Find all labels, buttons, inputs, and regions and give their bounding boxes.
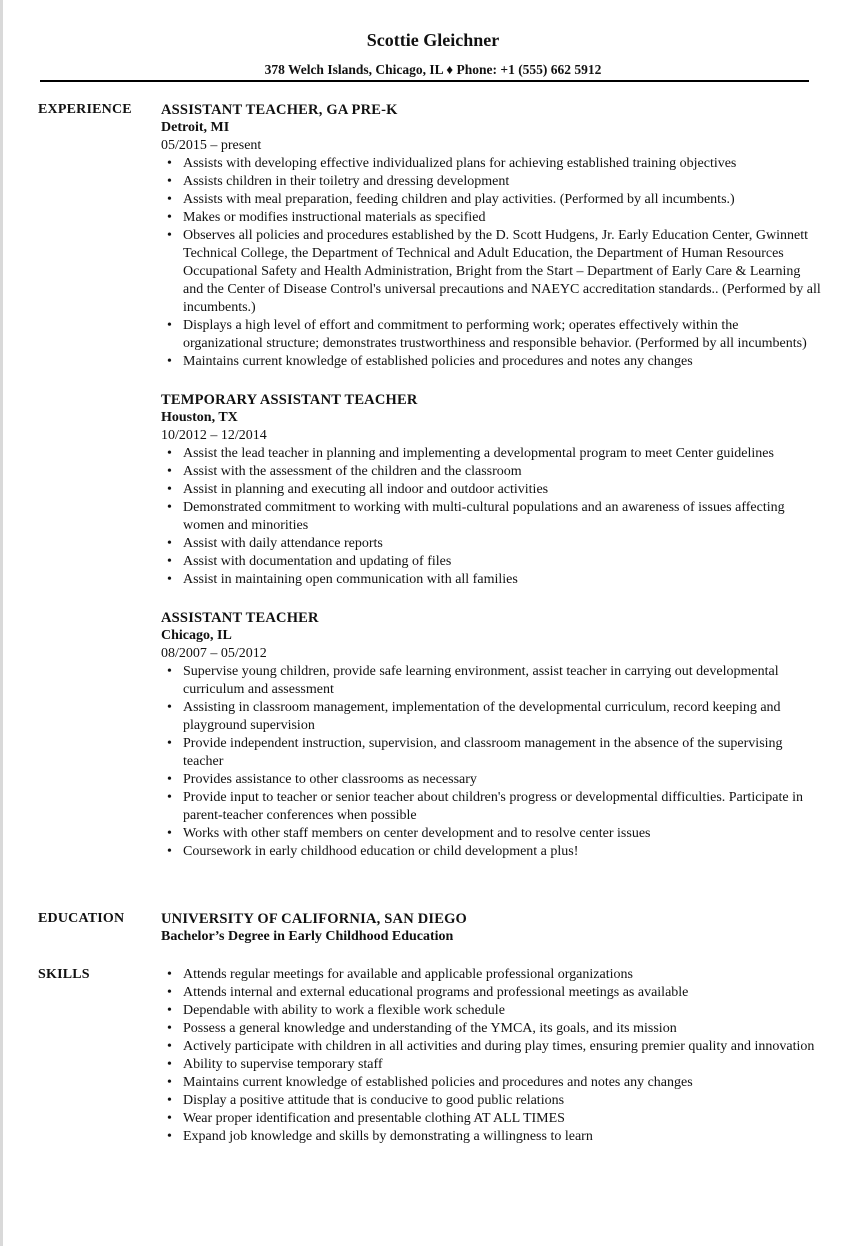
bullet-item: • Display a positive attitude that is conducive to good public relations (161, 1092, 821, 1110)
degree: Bachelor’s Degree in Early Childhood Education (161, 929, 454, 944)
bullet-item: • Assist in maintaining open communication with all families (161, 571, 821, 589)
bullet-item: • Assist with documentation and updating of files (161, 553, 821, 571)
bullet-item: • Works with other staff members on center development and to resolve center issues (161, 825, 821, 843)
job-location: Detroit, MI (161, 120, 230, 135)
bullet-item: • Demonstrated commitment to working with multi-cultural populations and an awareness of issues affecting women and minorities (161, 499, 821, 535)
bullet-item: • Provide input to teacher or senior teacher about children's progress or developmental difficulties. Participate in parent-teacher conferences when possible (161, 789, 821, 825)
bullet-item: • Wear proper identification and presentable clothing AT ALL TIMES (161, 1110, 821, 1128)
education-body (161, 910, 821, 946)
bullet-item: • Attends regular meetings for available and applicable professional organizations (161, 966, 821, 984)
job-dates: 10/2012 – 12/2014 (161, 428, 267, 443)
bullet-item: • Ability to supervise temporary staff (161, 1056, 821, 1074)
job-title: ASSISTANT TEACHER (161, 610, 319, 626)
bullet-item: • Coursework in early childhood education or child development a plus! (161, 843, 821, 861)
skills-body (161, 966, 821, 1146)
header-divider (40, 80, 809, 82)
bullet-item: • Makes or modifies instructional materials as specified (161, 209, 821, 227)
bullet-item: • Provides assistance to other classrooms as necessary (161, 771, 821, 789)
bullet-item: • Assisting in classroom management, implementation of the developmental curriculum, record keeping and playground supervision (161, 699, 821, 735)
candidate-name: Scottie Gleichner (366, 30, 500, 50)
bullet-item: • Dependable with ability to work a flexible work schedule (161, 1002, 821, 1020)
bullet-item: • Assists children in their toiletry and dressing development (161, 173, 821, 191)
job-entry (161, 609, 821, 861)
bullet-item: • Expand job knowledge and skills by demonstrating a willingness to learn (161, 1128, 821, 1146)
section-label-education: EDUCATION (38, 911, 125, 926)
bullet-item: • Maintains current knowledge of established policies and procedures and notes any changes (161, 1074, 821, 1092)
job-location: Houston, TX (161, 410, 238, 425)
bullet-item: • Assists with meal preparation, feeding children and play activities. (Performed by all incumbents.) (161, 191, 821, 209)
experience-body (161, 101, 821, 881)
section-label-skills: SKILLS (38, 967, 90, 982)
job-dates: 05/2015 – present (161, 138, 262, 153)
job-dates: 08/2007 – 05/2012 (161, 646, 267, 661)
bullet-item: • Maintains current knowledge of established policies and procedures and notes any changes (161, 353, 821, 371)
job-title: ASSISTANT TEACHER, GA PRE-K (161, 102, 398, 118)
contact-line: 378 Welch Islands, Chicago, IL ♦ Phone: +1 (555) 662 5912 (264, 62, 602, 77)
job-location: Chicago, IL (161, 628, 232, 643)
bullet-item: • Observes all policies and procedures established by the D. Scott Hudgens, Jr. Early Education Center, Gwinnett Technical College, the Department of Technical and Adult Education, the Department of Human Resources Occupational Safety and Health Administration, Bright from the Start – Department of Early Care & Learning and the Center of Disease Control's universal precautions and NAEYC accreditation standards.. (Performed by all incumbents.) (161, 227, 821, 317)
bullet-item: • Assist the lead teacher in planning and implementing a developmental program to meet Center guidelines (161, 445, 821, 463)
job-entry (161, 391, 821, 589)
page-edge (0, 0, 3, 1246)
job-bullet-list (161, 663, 821, 861)
job-bullet-list (161, 445, 821, 589)
school-name: UNIVERSITY OF CALIFORNIA, SAN DIEGO (161, 911, 468, 927)
bullet-item: • Actively participate with children in all activities and during play times, ensuring premier quality and innovation (161, 1038, 821, 1056)
job-bullet-list (161, 155, 821, 371)
job-title: TEMPORARY ASSISTANT TEACHER (161, 392, 418, 408)
bullet-item: • Attends internal and external educational programs and professional meetings as available (161, 984, 821, 1002)
bullet-item: • Assist with the assessment of the children and the classroom (161, 463, 821, 481)
bullet-item: • Possess a general knowledge and understanding of the YMCA, its goals, and its mission (161, 1020, 821, 1038)
bullet-item: • Supervise young children, provide safe learning environment, assist teacher in carrying out developmental curriculum and assessment (161, 663, 821, 699)
bullet-item: • Assists with developing effective individualized plans for achieving established training objectives (161, 155, 821, 173)
job-entry (161, 101, 821, 371)
bullet-item: • Assist in planning and executing all indoor and outdoor activities (161, 481, 821, 499)
bullet-item: • Provide independent instruction, supervision, and classroom management in the absence of the supervising teacher (161, 735, 821, 771)
skills-bullet-list (161, 966, 821, 1146)
section-label-experience: EXPERIENCE (38, 102, 132, 117)
bullet-item: • Displays a high level of effort and commitment to performing work; operates effectively within the organizational structure; demonstrates trustworthiness and responsible behavior. (Performed by all incumbents) (161, 317, 821, 353)
bullet-item: • Assist with daily attendance reports (161, 535, 821, 553)
